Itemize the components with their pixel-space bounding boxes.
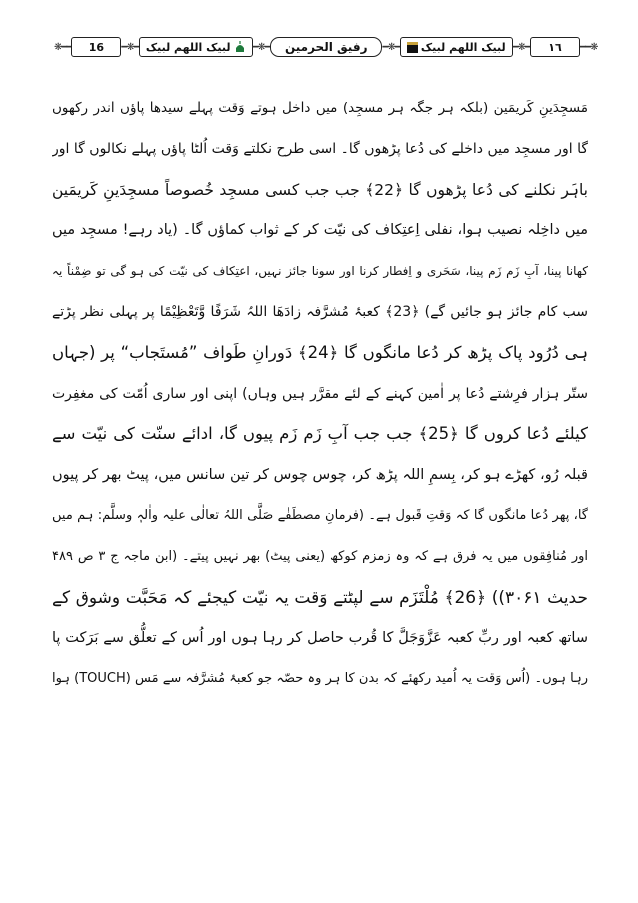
right-tag-text: لبیک اللھم لبیک <box>420 40 506 54</box>
right-tag-box <box>400 37 513 57</box>
text-line: گا، پھر دُعا مانگوں گا کہ وَقتِ قَبول ہے۔ (فرمانِ مصطَفٰے صَلَّی اللہُ تعالٰی علیہ واٰلہٖ وسلَّم: ہم میں <box>52 507 588 523</box>
text-line: اور مُنافِقوں میں یہ فرق ہے کہ وہ زمزم کوکھ (یعنی پیٹ) بھر نہیں پیتے۔ (ابن ماجہ ج ۳ ص ۴۸۹ <box>52 548 588 564</box>
text-line: میں داخِلہ نصیب ہوا، نفلی اِعتِکاف کی نیّت کر کے ثواب کماؤں گا۔ (یاد رہے! مسجِد میں <box>52 222 588 239</box>
book-title: رفیق الحرمین <box>284 40 368 54</box>
book-title-box <box>270 37 383 57</box>
page-number: 16 <box>88 40 105 54</box>
page-number-urdu: ١٦ <box>548 40 562 54</box>
text-line: کیلئے دُعا کروں گا ﴿25﴾ جب جب آبِ زَم زَم پیوں گا، ادائے سنّت کی نیّت سے <box>52 424 588 444</box>
ornament: ━❋━ <box>121 41 139 53</box>
kaaba-icon <box>407 42 418 53</box>
page-number-urdu-box <box>530 37 580 57</box>
text-line: سب کام جائز ہو جائیں گے) ﴿23﴾ کعبۂ مُشرَّفہ زادَھَا اللہُ شَرَفًا وَّتَعْظِیْمًا پر پہلی نظر پڑتے <box>52 303 588 320</box>
left-tag-text: لبیک اللھم لبیک <box>145 40 231 54</box>
ornament-left: ❋━━ <box>54 41 72 53</box>
right-tag <box>407 41 506 54</box>
ornament: ━❋━ <box>512 41 531 53</box>
text-line: مَسجِدَینِ کَریمَین (بلکہ ہر جگہ ہر مسجِد) میں داخل ہوتے وَقت پہلے سیدھا پاؤں اندر رکھوں <box>52 100 588 116</box>
page-number-box <box>71 37 121 57</box>
text-line: رہا ہوں۔ (اُس وَقت یہ اُمید رکھئے کہ بدن کا ہر وہ حصّہ جو کعبۂ مُشرَّفہ سے مَس (TOUCH) ہوا <box>52 671 588 687</box>
ornament-right: ━━❋ <box>580 41 598 53</box>
body-text <box>52 88 588 700</box>
text-line: گا اور مسجِد میں داخلے کی دُعا پڑھوں گا۔ اسی طرح نکلتے وَقت اُلٹا پاؤں پہلے نکالوں گا اور <box>52 140 588 157</box>
ornament: ━❋━ <box>382 41 400 53</box>
left-tag <box>146 41 246 54</box>
text-line: ساتھ کعبہ اور ربِّ کعبہ عَزَّوَجَلَّ کا قُرب حاصل کر رہا ہوں اور اُس کے تعلُّق سے بَرَکت پا <box>52 630 588 647</box>
text-line: ستّر ہزار فرِشتے دُعا پر اٰمین کہنے کے لئے مقرَّر ہیں وہاں) اپنی اور ساری اُمّت کی مغفِرت <box>52 385 588 402</box>
green-dome-icon <box>234 41 246 53</box>
text-line: حدیث ۳۰۶۱)) ﴿26﴾ مُلْتَزَم سے لپٹتے وَقت یہ نیّت کیجئے کہ مَحَبَّت وشوق کے <box>52 587 588 608</box>
text-line: ہی دُرُود پاک پڑھ کر دُعا مانگوں گا ﴿24﴾ دَورانِ طَواف ”مُستَجاب“ پر (جہاں <box>52 342 588 362</box>
text-line: کھانا پینا، آبِ زَم زَم پینا، سَحَری و اِفطار کرنا اور سونا جائز نہیں، اعتِکاف کی نیّت کی ہو گی تو ضِمْناً یہ <box>52 264 588 279</box>
ornament: ━❋━ <box>252 41 270 53</box>
page-header <box>54 36 598 58</box>
text-line: باہَر نکلنے کی دُعا پڑھوں گا ﴿22﴾ جب جب کسی مسجِد خُصوصاً مسجِدَینِ کَریمَین <box>52 180 588 199</box>
left-tag-box <box>139 37 253 57</box>
text-line: قبلہ رُو، کھڑے ہو کر، بِسمِ اللہ پڑھ کر، چوس چوس کر تین سانس میں، پیٹ بھر کر پیوں <box>52 467 588 484</box>
